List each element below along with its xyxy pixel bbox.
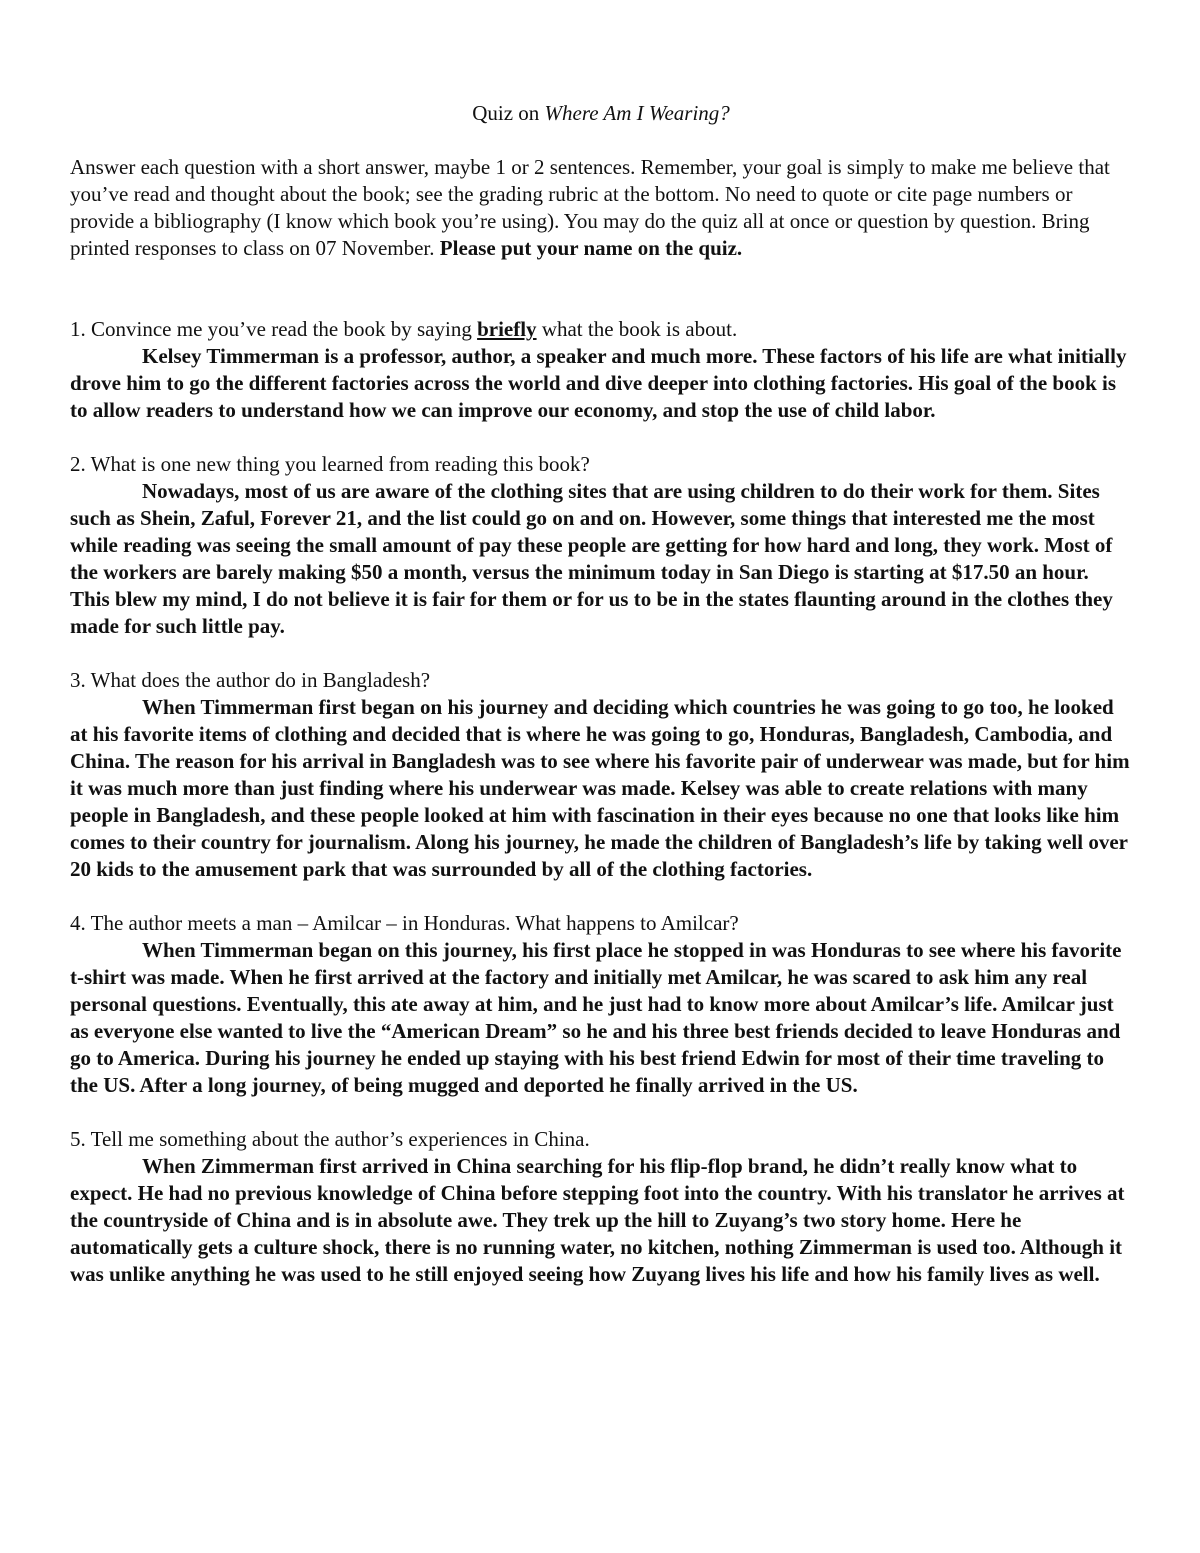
- question-block-1: [70, 316, 1132, 424]
- instructions-text: Answer each question with a short answer, maybe 1 or 2 sentences. Remember, your goal is simply to make me believe that you’ve read and thought about the book; see the grading rubric at the bottom. No need to quote or cite page numbers or provide a bibliography (I know which book you’re using). You may do the quiz all at once or question by question. Bring printed responses to class on 07 November.: [70, 155, 1110, 260]
- question-5: 5. Tell me something about the author’s experiences in China.: [70, 1127, 590, 1151]
- question-2: 2. What is one new thing you learned from reading this book?: [70, 452, 590, 476]
- answer-3: When Timmerman first began on his journey and deciding which countries he was going to go too, he looked at his favorite items of clothing and decided that is where he was going to go, Honduras, Bangladesh, Cambodia, and China. The reason for his arrival in Bangladesh was to see where his favorite pair of underwear was made, but for him it was much more than just finding where his underwear was made. Kelsey was able to create relations with many people in Bangladesh, and these people looked at him with fascination in their eyes because no one that looks like him comes to their country for journalism. Along his journey, he made the children of Bangladesh’s life by taking well over 20 kids to the amusement park that was surrounded by all of the clothing factories.: [70, 695, 1130, 881]
- question-1-emphasis: briefly: [477, 317, 537, 341]
- question-1-text-before: 1. Convince me you’ve read the book by saying: [70, 317, 478, 341]
- document-page: [70, 100, 1132, 1315]
- title-book-name: Where Am I Wearing?: [544, 101, 730, 125]
- question-block-5: [70, 1126, 1132, 1288]
- instructions-paragraph: [70, 154, 1132, 262]
- answer-1: Kelsey Timmerman is a professor, author, a speaker and much more. These factors of his life are what initially drove him to go the different factories across the world and dive deeper into clothing factories. His goal of the book is to allow readers to understand how we can improve our economy, and stop the use of child labor.: [70, 344, 1127, 422]
- question-block-2: [70, 451, 1132, 640]
- question-block-4: [70, 910, 1132, 1099]
- question-block-3: [70, 667, 1132, 883]
- question-1: [70, 316, 1132, 343]
- answer-4: When Timmerman began on this journey, his first place he stopped in was Honduras to see where his favorite t-shirt was made. When he first arrived at the factory and initially met Amilcar, he was scared to ask him any real personal questions. Eventually, this ate away at him, and he just had to know more about Amilcar’s life. Amilcar just as everyone else wanted to live the “American Dream” so he and his three best friends decided to leave Honduras and go to America. During his journey he ended up staying with his best friend Edwin for most of their time traveling to the US. After a long journey, of being mugged and deported he finally arrived in the US.: [70, 938, 1122, 1097]
- title-prefix: Quiz on: [472, 101, 545, 125]
- questions-list: [70, 316, 1132, 1288]
- question-4: 4. The author meets a man – Amilcar – in Honduras. What happens to Amilcar?: [70, 911, 739, 935]
- answer-5: When Zimmerman first arrived in China searching for his flip-flop brand, he didn’t really know what to expect. He had no previous knowledge of China before stepping foot into the country. With his translator he arrives at the countryside of China and is in absolute awe. They trek up the hill to Zuyang’s two story home. Here he automatically gets a culture shock, there is no running water, no kitchen, nothing Zimmerman is used too. Although it was unlike anything he was used to he still enjoyed seeing how Zuyang lives his life and how his family lives as well.: [70, 1154, 1125, 1286]
- instructions-bold-text: Please put your name on the quiz.: [439, 236, 743, 260]
- answer-2: Nowadays, most of us are aware of the clothing sites that are using children to do their work for them. Sites such as Shein, Zaful, Forever 21, and the list could go on and on. However, some things that interested me the most while reading was seeing the small amount of pay these people are getting for how hard and long, they work. Most of the workers are barely making $50 a month, versus the minimum today in San Diego is starting at $17.50 an hour. This blew my mind, I do not believe it is fair for them or for us to be in the states flaunting around in the clothes they made for such little pay.: [70, 479, 1113, 638]
- question-1-text-after: what the book is about.: [536, 317, 738, 341]
- question-3: 3. What does the author do in Bangladesh?: [70, 668, 431, 692]
- page-title: [70, 100, 1132, 127]
